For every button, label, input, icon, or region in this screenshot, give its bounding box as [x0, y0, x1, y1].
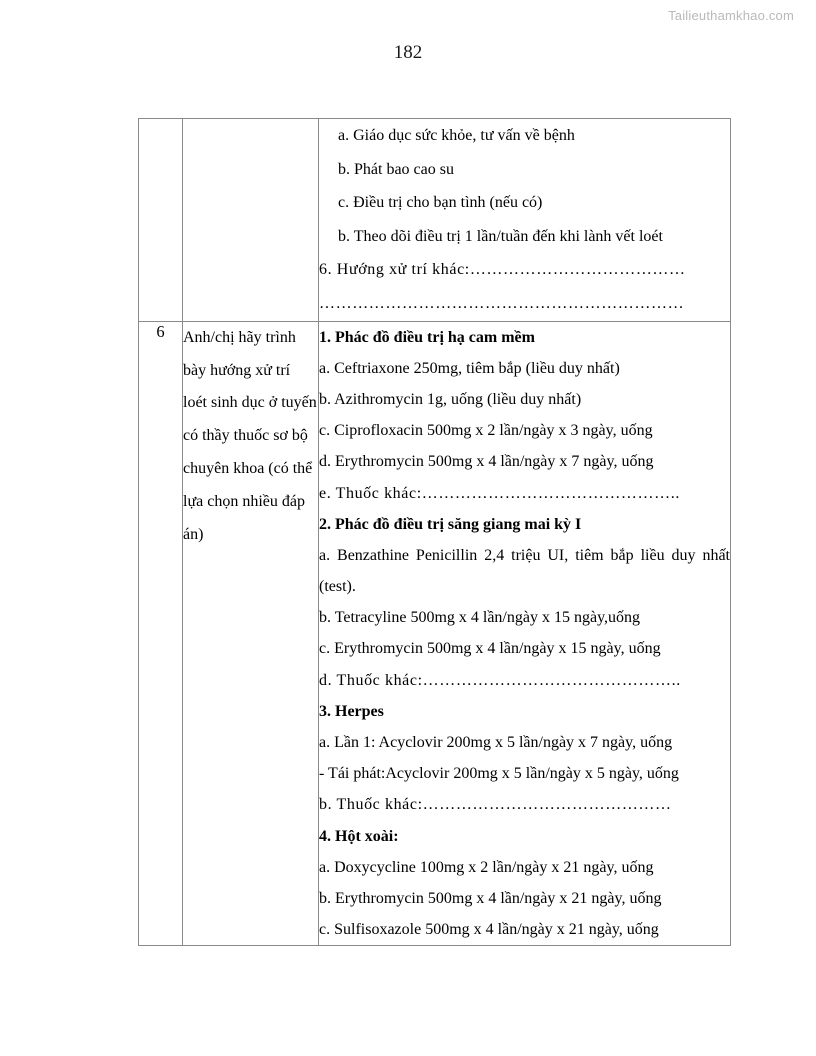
answer-heading: 2. Phác đồ điều trị săng giang mai kỳ I: [319, 515, 582, 533]
answer-line: e. Thuốc khác:………………………………………..: [319, 484, 680, 502]
answer-heading: 3. Herpes: [319, 702, 384, 720]
table-body: [139, 119, 731, 946]
answer-line: b. Phát bao cao su: [338, 160, 454, 178]
table-row: [139, 321, 731, 946]
answer-cell: [319, 119, 731, 322]
row-number-cell: 6: [139, 321, 183, 946]
answer-line: c. Ciprofloxacin 500mg x 2 lần/ngày x 3 ngày, uống: [319, 422, 653, 440]
answer-line: b. Azithromycin 1g, uống (liều duy nhất): [319, 390, 582, 408]
answer-line: b. Tetracyline 500mg x 4 lần/ngày x 15 ngày,uống: [319, 609, 641, 627]
answer-line: b. Thuốc khác:………………………………………: [319, 796, 672, 814]
question-cell: [183, 321, 319, 946]
answer-line: c. Erythromycin 500mg x 4 lần/ngày x 15 ngày, uống: [319, 640, 661, 658]
answer-line: d. Erythromycin 500mg x 4 lần/ngày x 7 ngày, uống: [319, 453, 654, 471]
answer-line: a. Ceftriaxone 250mg, tiêm bắp (liều duy nhất): [319, 359, 620, 377]
question-cell: [183, 119, 319, 322]
answer-line: d. Thuốc khác:………………………………………..: [319, 671, 681, 689]
answer-line: c. Sulfisoxazole 500mg x 4 lần/ngày x 21 ngày, uống: [319, 921, 659, 939]
answer-line: b. Erythromycin 500mg x 4 lần/ngày x 21 ngày, uống: [319, 889, 662, 907]
question-text: Anh/chị hãy trình bày hướng xử trí loét sinh dục ở tuyến có thầy thuốc sơ bộ chuyên khoa (có thể lựa chọn nhiều đáp án): [183, 328, 317, 544]
row-number-cell: [139, 119, 183, 322]
answer-line: - Tái phát:Acyclovir 200mg x 5 lần/ngày x 5 ngày, uống: [319, 765, 679, 783]
answer-line: c. Điều trị cho bạn tình (nếu có): [338, 194, 543, 212]
answer-line: a. Lần 1: Acyclovir 200mg x 5 lần/ngày x 7 ngày, uống: [319, 734, 673, 751]
answer-cell: [319, 321, 731, 946]
answer-line: 6. Hướng xử trí khác:…………………………………: [319, 261, 686, 279]
answer-line: a. Doxycycline 100mg x 2 lần/ngày x 21 ngày, uống: [319, 858, 654, 876]
answer-line: a. Giáo dục sức khỏe, tư vấn về bệnh: [338, 127, 575, 144]
answer-line: a. Benzathine Penicillin 2,4 triệu UI, tiêm bắp liều duy nhất (test).: [319, 546, 730, 596]
table-row: [139, 119, 731, 322]
watermark-text: Tailieuthamkhao.com: [668, 8, 794, 23]
answer-heading: 1. Phác đồ điều trị hạ cam mềm: [319, 328, 535, 346]
answer-heading: 4. Hột xoài:: [319, 827, 399, 845]
answer-line: b. Theo dõi điều trị 1 lần/tuần đến khi lành vết loét: [338, 227, 663, 245]
page-number: 182: [393, 42, 423, 63]
exam-answer-table: [138, 118, 731, 946]
answer-line: …………………………………………………………: [319, 294, 685, 312]
